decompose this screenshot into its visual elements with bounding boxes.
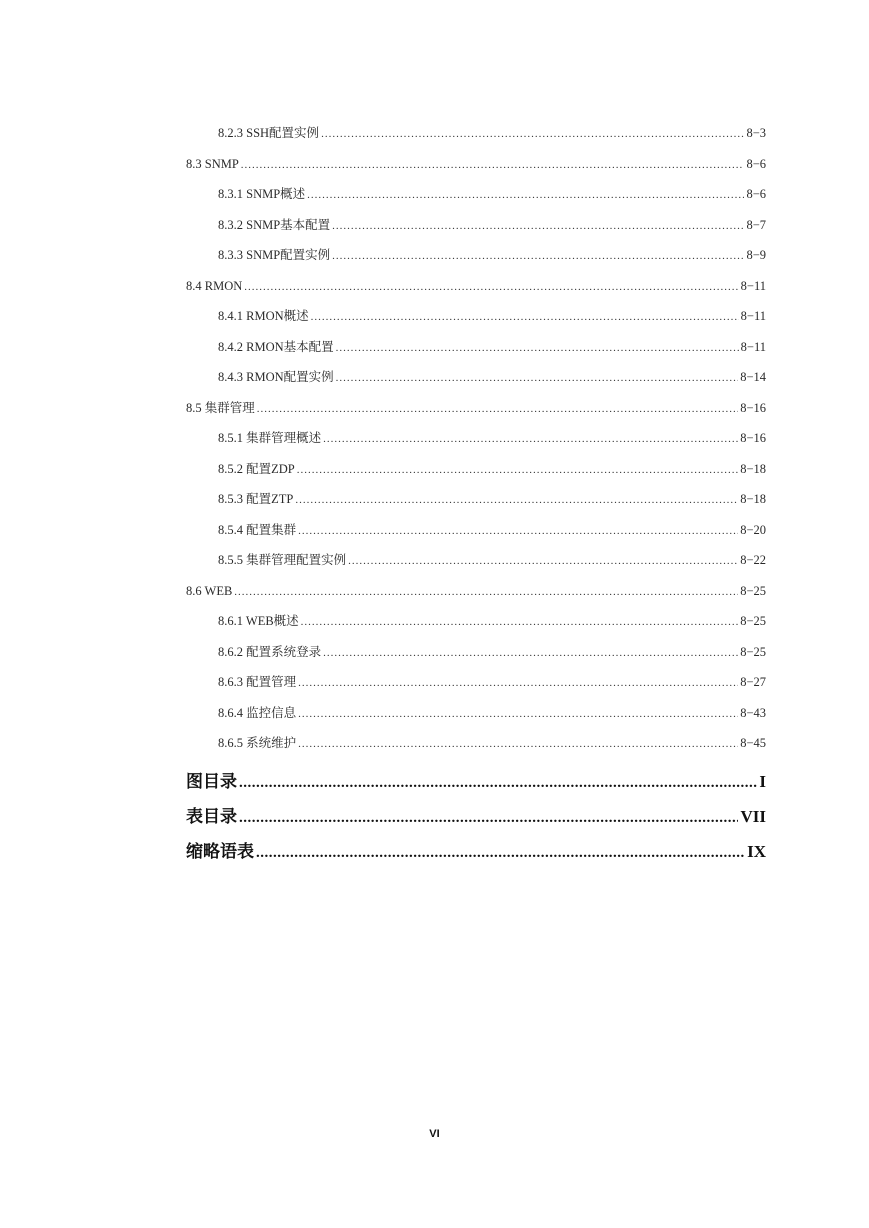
toc-dot-leader (298, 668, 738, 699)
toc-entry-title: 8.6.3 配置管理 (218, 675, 297, 689)
toc-dot-leader (256, 836, 745, 871)
toc-entry-title: 8.6.2 配置系统登录 (218, 644, 322, 659)
toc-entry[interactable] (186, 698, 766, 729)
toc-entry-title: 8.5.5 集群管理配置实例 (218, 553, 347, 567)
toc-entry-title: 8.6.1 WEB概述 (218, 614, 299, 628)
toc-entry-title: 8.5.4 配置集群 (218, 522, 297, 537)
toc-entry-page-number: 8−14 (740, 370, 766, 384)
toc-entry-title: 8.4 RMON (186, 278, 243, 293)
toc-entry-title: 8.3 SNMP (186, 156, 239, 171)
toc-dot-leader (297, 455, 738, 486)
toc-entry-title: 8.4.2 RMON基本配置 (218, 339, 334, 354)
toc-dot-leader (301, 607, 739, 638)
toc-entry-title: 8.5.1 集群管理概述 (218, 431, 322, 445)
toc-entry-page-number: 8−43 (740, 705, 766, 720)
toc-dot-leader (323, 424, 738, 455)
toc-entry[interactable] (186, 606, 766, 637)
toc-entry-title: 表目录 (186, 807, 237, 826)
toc-entry[interactable] (186, 271, 766, 302)
toc-dot-leader (257, 394, 738, 425)
toc-entry-page-number: VII (740, 807, 766, 826)
toc-entry[interactable] (186, 764, 766, 799)
toc-entry[interactable] (186, 728, 766, 759)
toc-dot-leader (239, 801, 738, 836)
toc-entry-page-number: 8−25 (740, 583, 766, 598)
toc-entry[interactable] (186, 576, 766, 607)
toc-dot-leader (298, 516, 738, 547)
toc-entry-title: 8.3.3 SNMP配置实例 (218, 248, 331, 262)
toc-entry-title: 8.3.1 SNMP概述 (218, 187, 306, 201)
toc-entry[interactable] (186, 667, 766, 698)
toc-entry-page-number: 8−18 (740, 492, 766, 506)
toc-dot-leader (332, 211, 744, 242)
toc-entry[interactable] (186, 240, 766, 271)
toc-entry-page-number: 8−16 (740, 431, 766, 445)
toc-entry[interactable] (186, 834, 766, 869)
toc-entry[interactable] (186, 301, 766, 332)
toc-entry-page-number: 8−6 (746, 187, 766, 201)
toc-entry[interactable] (186, 179, 766, 210)
toc-entry-page-number: 8−7 (746, 217, 766, 232)
toc-dot-leader (336, 363, 739, 394)
toc-dot-leader (311, 302, 739, 333)
toc-entry-page-number: 8−25 (740, 644, 766, 659)
toc-entry[interactable] (186, 332, 766, 363)
toc-entry-page-number: IX (747, 842, 766, 861)
toc-dot-leader (298, 729, 738, 760)
toc-entry-title: 8.5.3 配置ZTP (218, 492, 294, 506)
toc-entry-page-number: 8−27 (740, 675, 766, 689)
page-number: VI (429, 1128, 440, 1140)
toc-entry[interactable] (186, 484, 766, 515)
toc-dot-leader (295, 485, 738, 516)
toc-entry-title: 8.6 WEB (186, 583, 233, 598)
toc-entry-page-number: 8−9 (746, 248, 766, 262)
toc-entry-title: 8.5 集群管理 (186, 400, 255, 415)
toc-entry-title: 8.6.4 监控信息 (218, 705, 297, 720)
toc-entry[interactable] (186, 118, 766, 149)
toc-entry-page-number: I (759, 772, 766, 791)
toc-entry-page-number: 8−11 (740, 339, 766, 354)
toc-entry[interactable] (186, 210, 766, 241)
toc-dot-leader (323, 638, 738, 669)
toc-entry[interactable] (186, 362, 766, 393)
toc-entry-title: 8.6.5 系统维护 (218, 736, 297, 750)
toc-dot-leader (321, 119, 744, 150)
main-contents-list (186, 764, 766, 869)
toc-dot-leader (307, 180, 744, 211)
toc-dot-leader (298, 699, 738, 730)
toc-entry-page-number: 8−11 (740, 309, 766, 323)
toc-entry-title: 8.3.2 SNMP基本配置 (218, 217, 331, 232)
toc-entry[interactable] (186, 799, 766, 834)
toc-entry-title: 8.4.3 RMON配置实例 (218, 370, 334, 384)
toc-dot-leader (336, 333, 739, 364)
toc-entry[interactable] (186, 454, 766, 485)
toc-entry[interactable] (186, 515, 766, 546)
toc-entry-page-number: 8−11 (740, 278, 766, 293)
toc-entry-page-number: 8−6 (746, 156, 766, 171)
toc-dot-leader (239, 766, 757, 801)
toc-entry-title: 8.5.2 配置ZDP (218, 461, 295, 476)
toc-entry[interactable] (186, 423, 766, 454)
toc-entry[interactable] (186, 149, 766, 180)
toc-entry-page-number: 8−25 (740, 614, 766, 628)
toc-entry[interactable] (186, 637, 766, 668)
toc-entry-title: 缩略语表 (186, 842, 254, 861)
toc-entry-page-number: 8−22 (740, 553, 766, 567)
toc-entry-page-number: 8−18 (740, 461, 766, 476)
toc-dot-leader (234, 577, 738, 608)
toc-entry-title: 8.2.3 SSH配置实例 (218, 126, 320, 140)
toc-entry-title: 8.4.1 RMON概述 (218, 309, 309, 323)
toc-entry-page-number: 8−20 (740, 522, 766, 537)
table-of-contents (186, 118, 766, 759)
toc-dot-leader (332, 241, 744, 272)
toc-entry-page-number: 8−16 (740, 400, 766, 415)
toc-dot-leader (348, 546, 738, 577)
toc-entry-page-number: 8−45 (740, 736, 766, 750)
toc-dot-leader (241, 150, 745, 181)
toc-entry[interactable] (186, 545, 766, 576)
toc-entry[interactable] (186, 393, 766, 424)
toc-dot-leader (244, 272, 738, 303)
toc-entry-page-number: 8−3 (746, 126, 766, 140)
toc-entry-title: 图目录 (186, 772, 237, 791)
